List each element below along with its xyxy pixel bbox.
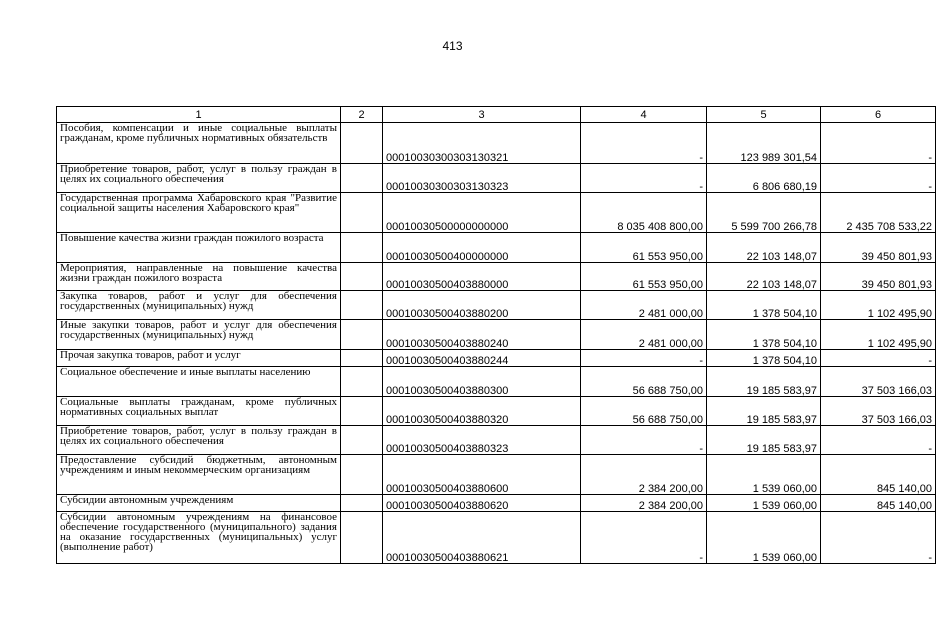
column-header: 3 — [383, 107, 581, 123]
table-row — [57, 512, 936, 564]
row-name: Государственная программа Хабаровского края "Развитие социальной защиты населения Хабаровского края" — [57, 193, 341, 233]
row-value-6: - — [821, 123, 936, 164]
page-number: 413 — [442, 39, 463, 53]
row-code: 00010030500000000000 — [383, 193, 581, 233]
table-row — [57, 426, 936, 455]
row-value-4: 8 035 408 800,00 — [581, 193, 707, 233]
table-row — [57, 291, 936, 320]
row-name: Закупка товаров, работ и услуг для обеспечения государственных (муниципальных) нужд — [57, 291, 341, 320]
column-header: 5 — [707, 107, 821, 123]
row-col2 — [341, 350, 383, 367]
row-name: Социальные выплаты гражданам, кроме публичных нормативных социальных выплат — [57, 397, 341, 426]
row-col2 — [341, 397, 383, 426]
row-value-4: - — [581, 426, 707, 455]
table-row — [57, 193, 936, 233]
row-value-6: 39 450 801,93 — [821, 263, 936, 291]
row-name: Прочая закупка товаров, работ и услуг — [57, 350, 341, 367]
row-value-5: 123 989 301,54 — [707, 123, 821, 164]
row-code: 00010030500403880600 — [383, 455, 581, 495]
row-value-4: 2 384 200,00 — [581, 495, 707, 512]
row-value-5: 1 539 060,00 — [707, 455, 821, 495]
row-col2 — [341, 495, 383, 512]
table-row — [57, 397, 936, 426]
table-row — [57, 320, 936, 350]
header-row — [57, 107, 936, 123]
row-value-6: - — [821, 164, 936, 193]
row-code: 00010030500403880620 — [383, 495, 581, 512]
row-value-5: 22 103 148,07 — [707, 263, 821, 291]
row-value-5: 1 378 504,10 — [707, 291, 821, 320]
row-value-5: 22 103 148,07 — [707, 233, 821, 263]
row-value-6: 37 503 166,03 — [821, 397, 936, 426]
table-row — [57, 263, 936, 291]
row-value-5: 1 539 060,00 — [707, 512, 821, 564]
row-value-6: 1 102 495,90 — [821, 291, 936, 320]
row-value-4: - — [581, 512, 707, 564]
row-value-6: 2 435 708 533,22 — [821, 193, 936, 233]
row-value-4: 61 553 950,00 — [581, 233, 707, 263]
row-value-5: 19 185 583,97 — [707, 397, 821, 426]
row-name: Социальное обеспечение и иные выплаты населению — [57, 367, 341, 397]
row-code: 00010030500403880323 — [383, 426, 581, 455]
table-row — [57, 455, 936, 495]
row-value-6: - — [821, 426, 936, 455]
row-value-5: 19 185 583,97 — [707, 367, 821, 397]
column-header: 1 — [57, 107, 341, 123]
row-value-4: 56 688 750,00 — [581, 367, 707, 397]
row-value-4: - — [581, 164, 707, 193]
row-value-6: 845 140,00 — [821, 495, 936, 512]
row-code: 00010030500403880200 — [383, 291, 581, 320]
column-header: 2 — [341, 107, 383, 123]
row-value-5: 1 539 060,00 — [707, 495, 821, 512]
row-col2 — [341, 193, 383, 233]
row-col2 — [341, 426, 383, 455]
row-value-6: 1 102 495,90 — [821, 320, 936, 350]
table-row — [57, 350, 936, 367]
row-value-5: 1 378 504,10 — [707, 350, 821, 367]
row-name: Приобретение товаров, работ, услуг в пользу граждан в целях их социального обеспечения — [57, 164, 341, 193]
row-name: Мероприятия, направленные на повышение качества жизни граждан пожилого возраста — [57, 263, 341, 291]
row-code: 00010030500403880621 — [383, 512, 581, 564]
table-row — [57, 123, 936, 164]
row-col2 — [341, 291, 383, 320]
row-name: Иные закупки товаров, работ и услуг для обеспечения государственных (муниципальных) нужд — [57, 320, 341, 350]
row-value-4: - — [581, 350, 707, 367]
row-value-4: 61 553 950,00 — [581, 263, 707, 291]
row-name: Приобретение товаров, работ, услуг в пользу граждан в целях их социального обеспечения — [57, 426, 341, 455]
table-row — [57, 164, 936, 193]
row-value-5: 1 378 504,10 — [707, 320, 821, 350]
row-value-4: 56 688 750,00 — [581, 397, 707, 426]
row-value-4: 2 384 200,00 — [581, 455, 707, 495]
row-code: 00010030500403880244 — [383, 350, 581, 367]
row-col2 — [341, 263, 383, 291]
table-row — [57, 233, 936, 263]
row-name: Субсидии автономным учреждениям — [57, 495, 341, 512]
column-header: 4 — [581, 107, 707, 123]
row-value-4: - — [581, 123, 707, 164]
row-name: Повышение качества жизни граждан пожилого возраста — [57, 233, 341, 263]
row-value-6: - — [821, 512, 936, 564]
row-value-6: 37 503 166,03 — [821, 367, 936, 397]
budget-table — [56, 106, 936, 564]
row-col2 — [341, 455, 383, 495]
row-value-5: 6 806 680,19 — [707, 164, 821, 193]
row-code: 00010030300303130321 — [383, 123, 581, 164]
row-code: 00010030500403880320 — [383, 397, 581, 426]
row-col2 — [341, 367, 383, 397]
row-code: 00010030500403880240 — [383, 320, 581, 350]
row-code: 00010030500403880300 — [383, 367, 581, 397]
row-col2 — [341, 233, 383, 263]
row-name: Субсидии автономным учреждениям на финансовое обеспечение государственного (муниципального) задания на оказание государственных (муниципальных) услуг (выполнение работ) — [57, 512, 341, 564]
column-header: 6 — [821, 107, 936, 123]
row-code: 00010030300303130323 — [383, 164, 581, 193]
row-col2 — [341, 123, 383, 164]
row-name: Пособия, компенсации и иные социальные выплаты гражданам, кроме публичных нормативных обязательств — [57, 123, 341, 164]
row-code: 00010030500400000000 — [383, 233, 581, 263]
row-value-5: 19 185 583,97 — [707, 426, 821, 455]
row-value-4: 2 481 000,00 — [581, 291, 707, 320]
row-value-6: 845 140,00 — [821, 455, 936, 495]
row-col2 — [341, 164, 383, 193]
row-name: Предоставление субсидий бюджетным, автономным учреждениям и иным некоммерческим организациям — [57, 455, 341, 495]
row-value-6: 39 450 801,93 — [821, 233, 936, 263]
table-row — [57, 367, 936, 397]
row-col2 — [341, 320, 383, 350]
row-value-6: - — [821, 350, 936, 367]
row-col2 — [341, 512, 383, 564]
row-code: 00010030500403880000 — [383, 263, 581, 291]
table-row — [57, 495, 936, 512]
row-value-4: 2 481 000,00 — [581, 320, 707, 350]
row-value-5: 5 599 700 266,78 — [707, 193, 821, 233]
